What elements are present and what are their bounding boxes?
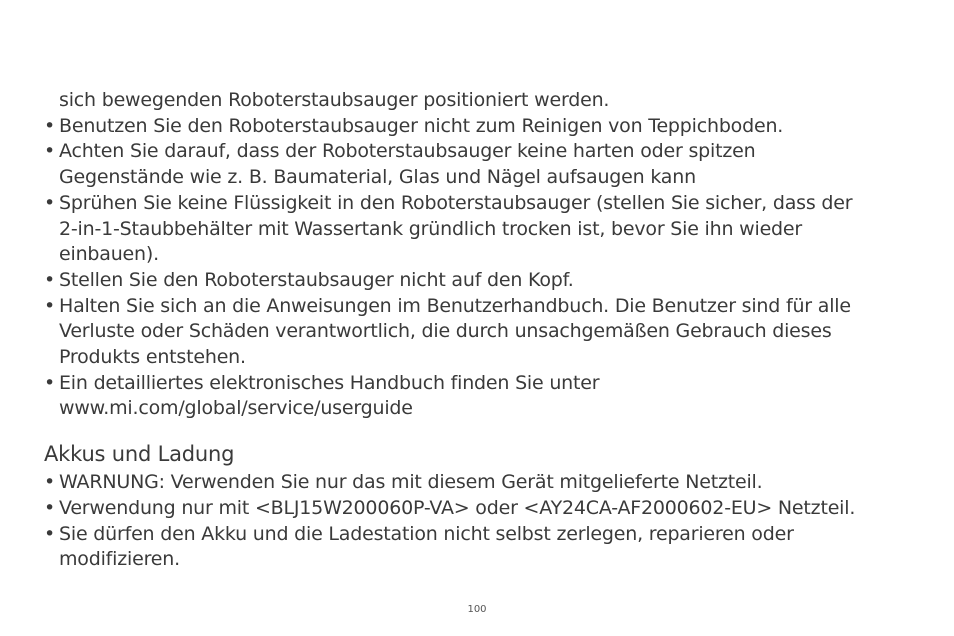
line-text: WARNUNG: Verwenden Sie nur das mit diesem Gerät mitgelieferte Netzteil.	[59, 471, 763, 494]
bullet-icon: •	[44, 114, 56, 137]
line-text: Halten Sie sich an die Anweisungen im Benutzerhandbuch. Die Benutzer sind für alle	[59, 294, 851, 317]
list-line	[44, 88, 914, 114]
list-line	[44, 547, 914, 573]
list-line	[44, 165, 914, 191]
battery-list	[44, 470, 914, 573]
list-item	[44, 191, 914, 217]
list-item	[44, 268, 914, 294]
list-line	[44, 396, 914, 422]
safety-list	[44, 88, 914, 422]
line-text: 2-in-1-Staubbehälter mit Wassertank gründlich trocken ist, bevor Sie ihn wieder	[59, 217, 803, 240]
list-item	[44, 294, 914, 320]
line-text: modifizieren.	[59, 548, 180, 571]
bullet-icon: •	[44, 522, 56, 545]
list-item	[44, 470, 914, 496]
list-item	[44, 522, 914, 548]
bullet-icon: •	[44, 191, 56, 214]
list-line	[44, 345, 914, 371]
line-text: Verluste oder Schäden verantwortlich, die durch unsachgemäßen Gebrauch dieses	[59, 320, 832, 343]
line-text: Sprühen Sie keine Flüssigkeit in den Roboterstaubsauger (stellen Sie sicher, dass der	[59, 191, 853, 214]
list-item	[44, 496, 914, 522]
line-text: Stellen Sie den Roboterstaubsauger nicht auf den Kopf.	[59, 268, 574, 291]
line-text: Achten Sie darauf, dass der Roboterstaubsauger keine harten oder spitzen	[59, 140, 756, 163]
page-content	[44, 88, 914, 573]
url-text: www.mi.com/global/service/userguide	[59, 397, 413, 420]
bullet-icon: •	[44, 496, 56, 519]
bullet-icon: •	[44, 268, 56, 291]
list-line	[44, 242, 914, 268]
line-text: Benutzen Sie den Roboterstaubsauger nicht zum Reinigen von Teppichboden.	[59, 114, 784, 137]
line-text: Ein detailliertes elektronisches Handbuch finden Sie unter	[59, 371, 600, 394]
bullet-icon: •	[44, 371, 56, 394]
list-line	[44, 319, 914, 345]
section-heading: Akkus und Ladung	[44, 442, 235, 467]
list-item	[44, 114, 914, 140]
bullet-icon: •	[44, 294, 56, 317]
list-item	[44, 139, 914, 165]
list-item	[44, 371, 914, 397]
line-text: einbauen).	[59, 243, 159, 266]
bullet-icon: •	[44, 471, 56, 494]
bullet-icon: •	[44, 140, 56, 163]
line-text: Verwendung nur mit <BLJ15W200060P-VA> oder <AY24CA-AF2000602-EU> Netzteil.	[59, 496, 856, 519]
list-line	[44, 217, 914, 243]
line-text: Gegenstände wie z. B. Baumaterial, Glas und Nägel aufsaugen kann	[59, 166, 696, 189]
line-text: sich bewegenden Roboterstaubsauger positioniert werden.	[59, 89, 610, 111]
page-number: 100	[467, 604, 487, 615]
line-text: Produkts entstehen.	[59, 346, 246, 369]
line-text: Sie dürfen den Akku und die Ladestation nicht selbst zerlegen, reparieren oder	[59, 522, 794, 545]
